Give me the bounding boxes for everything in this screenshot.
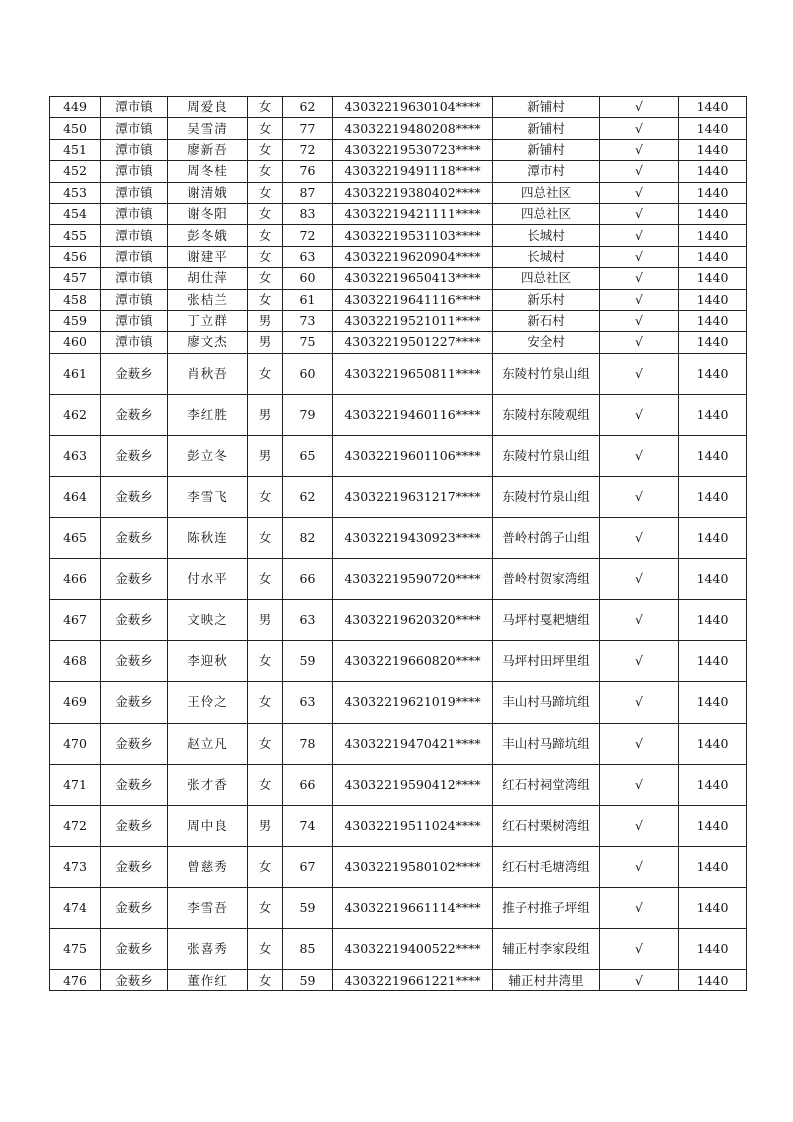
- amount-cell: 1440: [679, 161, 747, 182]
- id-number-cell: 43032219661114****: [333, 887, 493, 928]
- village-cell: 东陵村东陵观组: [493, 394, 600, 435]
- township-cell: 金薮乡: [101, 929, 168, 970]
- amount-cell: 1440: [679, 139, 747, 160]
- village-cell: 马坪村戛耙塘组: [493, 600, 600, 641]
- village-cell: 长城村: [493, 246, 600, 267]
- table-row: [50, 225, 747, 246]
- id-number-cell: 43032219460116****: [333, 394, 493, 435]
- age-cell: 79: [283, 394, 333, 435]
- age-cell: 65: [283, 435, 333, 476]
- amount-cell: 1440: [679, 246, 747, 267]
- name-cell: 张喜秀: [168, 929, 248, 970]
- row-number: 472: [50, 805, 101, 846]
- name-cell: 文映之: [168, 600, 248, 641]
- id-number-cell: 43032219580102****: [333, 846, 493, 887]
- gender-cell: 女: [248, 559, 283, 600]
- row-number: 467: [50, 600, 101, 641]
- table-row: [50, 353, 747, 394]
- amount-cell: 1440: [679, 641, 747, 682]
- age-cell: 85: [283, 929, 333, 970]
- township-cell: 金薮乡: [101, 887, 168, 928]
- table-row: [50, 764, 747, 805]
- gender-cell: 女: [248, 518, 283, 559]
- age-cell: 87: [283, 182, 333, 203]
- township-cell: 金薮乡: [101, 682, 168, 723]
- table-row: [50, 682, 747, 723]
- id-number-cell: 43032219491118****: [333, 161, 493, 182]
- table-row: [50, 203, 747, 224]
- check-mark-cell: √: [600, 394, 679, 435]
- age-cell: 60: [283, 353, 333, 394]
- village-cell: 新乐村: [493, 289, 600, 310]
- amount-cell: 1440: [679, 929, 747, 970]
- check-mark-cell: √: [600, 435, 679, 476]
- name-cell: 周中良: [168, 805, 248, 846]
- check-mark-cell: √: [600, 97, 679, 118]
- name-cell: 丁立群: [168, 310, 248, 331]
- gender-cell: 女: [248, 203, 283, 224]
- table-row: [50, 641, 747, 682]
- gender-cell: 男: [248, 332, 283, 353]
- age-cell: 78: [283, 723, 333, 764]
- township-cell: 金薮乡: [101, 600, 168, 641]
- id-number-cell: 43032219590412****: [333, 764, 493, 805]
- amount-cell: 1440: [679, 182, 747, 203]
- check-mark-cell: √: [600, 332, 679, 353]
- check-mark-cell: √: [600, 139, 679, 160]
- age-cell: 61: [283, 289, 333, 310]
- id-number-cell: 43032219641116****: [333, 289, 493, 310]
- amount-cell: 1440: [679, 600, 747, 641]
- village-cell: 辅正村井湾里: [493, 970, 600, 991]
- table-row: [50, 559, 747, 600]
- age-cell: 63: [283, 246, 333, 267]
- row-number: 461: [50, 353, 101, 394]
- name-cell: 胡仕萍: [168, 268, 248, 289]
- check-mark-cell: √: [600, 476, 679, 517]
- township-cell: 潭市镇: [101, 97, 168, 118]
- id-number-cell: 43032219530723****: [333, 139, 493, 160]
- gender-cell: 女: [248, 353, 283, 394]
- age-cell: 75: [283, 332, 333, 353]
- township-cell: 金薮乡: [101, 394, 168, 435]
- village-cell: 红石村栗树湾组: [493, 805, 600, 846]
- gender-cell: 女: [248, 118, 283, 139]
- table-row: [50, 600, 747, 641]
- row-number: 468: [50, 641, 101, 682]
- village-cell: 辅正村李家段组: [493, 929, 600, 970]
- id-number-cell: 43032219430923****: [333, 518, 493, 559]
- amount-cell: 1440: [679, 846, 747, 887]
- age-cell: 72: [283, 225, 333, 246]
- table-row: [50, 887, 747, 928]
- gender-cell: 女: [248, 682, 283, 723]
- township-cell: 金薮乡: [101, 723, 168, 764]
- check-mark-cell: √: [600, 723, 679, 764]
- gender-cell: 男: [248, 310, 283, 331]
- row-number: 464: [50, 476, 101, 517]
- id-number-cell: 43032219621019****: [333, 682, 493, 723]
- amount-cell: 1440: [679, 289, 747, 310]
- village-cell: 安全村: [493, 332, 600, 353]
- row-number: 457: [50, 268, 101, 289]
- amount-cell: 1440: [679, 476, 747, 517]
- check-mark-cell: √: [600, 118, 679, 139]
- village-cell: 马坪村田坪里组: [493, 641, 600, 682]
- row-number: 466: [50, 559, 101, 600]
- amount-cell: 1440: [679, 394, 747, 435]
- gender-cell: 女: [248, 887, 283, 928]
- id-number-cell: 43032219531103****: [333, 225, 493, 246]
- table-row: [50, 476, 747, 517]
- amount-cell: 1440: [679, 559, 747, 600]
- row-number: 475: [50, 929, 101, 970]
- township-cell: 潭市镇: [101, 182, 168, 203]
- age-cell: 82: [283, 518, 333, 559]
- amount-cell: 1440: [679, 435, 747, 476]
- check-mark-cell: √: [600, 559, 679, 600]
- check-mark-cell: √: [600, 268, 679, 289]
- name-cell: 彭立冬: [168, 435, 248, 476]
- check-mark-cell: √: [600, 182, 679, 203]
- village-cell: 东陵村竹泉山组: [493, 353, 600, 394]
- table-row: [50, 723, 747, 764]
- gender-cell: 男: [248, 600, 283, 641]
- table-row: [50, 118, 747, 139]
- amount-cell: 1440: [679, 332, 747, 353]
- table-row: [50, 139, 747, 160]
- table-row: [50, 970, 747, 991]
- check-mark-cell: √: [600, 970, 679, 991]
- name-cell: 付水平: [168, 559, 248, 600]
- name-cell: 李雪飞: [168, 476, 248, 517]
- row-number: 449: [50, 97, 101, 118]
- row-number: 458: [50, 289, 101, 310]
- village-cell: 红石村祠堂湾组: [493, 764, 600, 805]
- village-cell: 新铺村: [493, 139, 600, 160]
- row-number: 459: [50, 310, 101, 331]
- check-mark-cell: √: [600, 310, 679, 331]
- check-mark-cell: √: [600, 887, 679, 928]
- age-cell: 83: [283, 203, 333, 224]
- age-cell: 74: [283, 805, 333, 846]
- gender-cell: 女: [248, 268, 283, 289]
- amount-cell: 1440: [679, 97, 747, 118]
- row-number: 465: [50, 518, 101, 559]
- township-cell: 潭市镇: [101, 310, 168, 331]
- age-cell: 77: [283, 118, 333, 139]
- id-number-cell: 43032219601106****: [333, 435, 493, 476]
- village-cell: 四总社区: [493, 182, 600, 203]
- table-row: [50, 332, 747, 353]
- age-cell: 72: [283, 139, 333, 160]
- table-row: [50, 394, 747, 435]
- village-cell: 新石村: [493, 310, 600, 331]
- gender-cell: 女: [248, 764, 283, 805]
- township-cell: 金薮乡: [101, 435, 168, 476]
- row-number: 462: [50, 394, 101, 435]
- id-number-cell: 43032219650413****: [333, 268, 493, 289]
- township-cell: 潭市镇: [101, 161, 168, 182]
- gender-cell: 男: [248, 805, 283, 846]
- gender-cell: 女: [248, 723, 283, 764]
- check-mark-cell: √: [600, 246, 679, 267]
- amount-cell: 1440: [679, 887, 747, 928]
- check-mark-cell: √: [600, 846, 679, 887]
- name-cell: 曾慈秀: [168, 846, 248, 887]
- id-number-cell: 43032219480208****: [333, 118, 493, 139]
- village-cell: 东陵村竹泉山组: [493, 476, 600, 517]
- name-cell: 董作红: [168, 970, 248, 991]
- township-cell: 潭市镇: [101, 203, 168, 224]
- row-number: 453: [50, 182, 101, 203]
- gender-cell: 女: [248, 929, 283, 970]
- age-cell: 67: [283, 846, 333, 887]
- table-row: [50, 518, 747, 559]
- check-mark-cell: √: [600, 641, 679, 682]
- name-cell: 赵立凡: [168, 723, 248, 764]
- table-row: [50, 846, 747, 887]
- row-number: 456: [50, 246, 101, 267]
- table-row: [50, 161, 747, 182]
- village-cell: 丰山村马蹄坑组: [493, 723, 600, 764]
- age-cell: 76: [283, 161, 333, 182]
- township-cell: 潭市镇: [101, 139, 168, 160]
- check-mark-cell: √: [600, 805, 679, 846]
- gender-cell: 女: [248, 139, 283, 160]
- amount-cell: 1440: [679, 970, 747, 991]
- village-cell: 新铺村: [493, 118, 600, 139]
- name-cell: 李红胜: [168, 394, 248, 435]
- township-cell: 金薮乡: [101, 476, 168, 517]
- village-cell: 四总社区: [493, 268, 600, 289]
- table-row: [50, 268, 747, 289]
- township-cell: 金薮乡: [101, 846, 168, 887]
- gender-cell: 女: [248, 182, 283, 203]
- row-number: 463: [50, 435, 101, 476]
- amount-cell: 1440: [679, 268, 747, 289]
- name-cell: 李迎秋: [168, 641, 248, 682]
- id-number-cell: 43032219590720****: [333, 559, 493, 600]
- gender-cell: 女: [248, 846, 283, 887]
- gender-cell: 女: [248, 970, 283, 991]
- id-number-cell: 43032219501227****: [333, 332, 493, 353]
- id-number-cell: 43032219630104****: [333, 97, 493, 118]
- row-number: 476: [50, 970, 101, 991]
- gender-cell: 女: [248, 97, 283, 118]
- table-row: [50, 310, 747, 331]
- name-cell: 张桔兰: [168, 289, 248, 310]
- beneficiary-table: [49, 96, 747, 991]
- township-cell: 金薮乡: [101, 518, 168, 559]
- check-mark-cell: √: [600, 929, 679, 970]
- age-cell: 62: [283, 476, 333, 517]
- name-cell: 王伶之: [168, 682, 248, 723]
- row-number: 450: [50, 118, 101, 139]
- name-cell: 周爱良: [168, 97, 248, 118]
- id-number-cell: 43032219380402****: [333, 182, 493, 203]
- name-cell: 谢冬阳: [168, 203, 248, 224]
- name-cell: 肖秋吾: [168, 353, 248, 394]
- amount-cell: 1440: [679, 203, 747, 224]
- amount-cell: 1440: [679, 805, 747, 846]
- amount-cell: 1440: [679, 518, 747, 559]
- id-number-cell: 43032219661221****: [333, 970, 493, 991]
- village-cell: 东陵村竹泉山组: [493, 435, 600, 476]
- gender-cell: 女: [248, 641, 283, 682]
- amount-cell: 1440: [679, 682, 747, 723]
- check-mark-cell: √: [600, 600, 679, 641]
- gender-cell: 男: [248, 435, 283, 476]
- check-mark-cell: √: [600, 682, 679, 723]
- gender-cell: 女: [248, 225, 283, 246]
- name-cell: 吴雪清: [168, 118, 248, 139]
- township-cell: 金薮乡: [101, 353, 168, 394]
- township-cell: 潭市镇: [101, 246, 168, 267]
- check-mark-cell: √: [600, 764, 679, 805]
- row-number: 469: [50, 682, 101, 723]
- village-cell: 新铺村: [493, 97, 600, 118]
- amount-cell: 1440: [679, 225, 747, 246]
- table-row: [50, 97, 747, 118]
- row-number: 460: [50, 332, 101, 353]
- table-row: [50, 182, 747, 203]
- age-cell: 63: [283, 682, 333, 723]
- amount-cell: 1440: [679, 723, 747, 764]
- table-row: [50, 289, 747, 310]
- name-cell: 谢建平: [168, 246, 248, 267]
- age-cell: 73: [283, 310, 333, 331]
- age-cell: 59: [283, 641, 333, 682]
- village-cell: 四总社区: [493, 203, 600, 224]
- amount-cell: 1440: [679, 310, 747, 331]
- table-row: [50, 805, 747, 846]
- table-row: [50, 929, 747, 970]
- village-cell: 普岭村鸽子山组: [493, 518, 600, 559]
- amount-cell: 1440: [679, 353, 747, 394]
- row-number: 454: [50, 203, 101, 224]
- id-number-cell: 43032219521011****: [333, 310, 493, 331]
- check-mark-cell: √: [600, 225, 679, 246]
- township-cell: 潭市镇: [101, 289, 168, 310]
- gender-cell: 女: [248, 476, 283, 517]
- table-row: [50, 246, 747, 267]
- gender-cell: 女: [248, 289, 283, 310]
- gender-cell: 女: [248, 246, 283, 267]
- amount-cell: 1440: [679, 764, 747, 805]
- gender-cell: 女: [248, 161, 283, 182]
- id-number-cell: 43032219421111****: [333, 203, 493, 224]
- name-cell: 陈秋连: [168, 518, 248, 559]
- age-cell: 60: [283, 268, 333, 289]
- township-cell: 潭市镇: [101, 225, 168, 246]
- id-number-cell: 43032219650811****: [333, 353, 493, 394]
- name-cell: 廖文杰: [168, 332, 248, 353]
- village-cell: 长城村: [493, 225, 600, 246]
- age-cell: 59: [283, 970, 333, 991]
- name-cell: 谢清娥: [168, 182, 248, 203]
- township-cell: 金薮乡: [101, 764, 168, 805]
- check-mark-cell: √: [600, 203, 679, 224]
- township-cell: 潭市镇: [101, 118, 168, 139]
- village-cell: 普岭村贺家湾组: [493, 559, 600, 600]
- table-body: [50, 97, 747, 991]
- row-number: 474: [50, 887, 101, 928]
- check-mark-cell: √: [600, 161, 679, 182]
- township-cell: 金薮乡: [101, 805, 168, 846]
- id-number-cell: 43032219400522****: [333, 929, 493, 970]
- village-cell: 推子村推子坪组: [493, 887, 600, 928]
- name-cell: 周冬桂: [168, 161, 248, 182]
- name-cell: 李雪吾: [168, 887, 248, 928]
- name-cell: 廖新吾: [168, 139, 248, 160]
- age-cell: 62: [283, 97, 333, 118]
- id-number-cell: 43032219620904****: [333, 246, 493, 267]
- id-number-cell: 43032219660820****: [333, 641, 493, 682]
- village-cell: 红石村毛塘湾组: [493, 846, 600, 887]
- township-cell: 金薮乡: [101, 970, 168, 991]
- age-cell: 66: [283, 764, 333, 805]
- name-cell: 彭冬娥: [168, 225, 248, 246]
- row-number: 451: [50, 139, 101, 160]
- village-cell: 潭市村: [493, 161, 600, 182]
- age-cell: 66: [283, 559, 333, 600]
- check-mark-cell: √: [600, 518, 679, 559]
- row-number: 470: [50, 723, 101, 764]
- id-number-cell: 43032219470421****: [333, 723, 493, 764]
- row-number: 455: [50, 225, 101, 246]
- village-cell: 丰山村马蹄坑组: [493, 682, 600, 723]
- id-number-cell: 43032219620320****: [333, 600, 493, 641]
- check-mark-cell: √: [600, 289, 679, 310]
- gender-cell: 男: [248, 394, 283, 435]
- id-number-cell: 43032219631217****: [333, 476, 493, 517]
- name-cell: 张才香: [168, 764, 248, 805]
- amount-cell: 1440: [679, 118, 747, 139]
- age-cell: 59: [283, 887, 333, 928]
- row-number: 452: [50, 161, 101, 182]
- id-number-cell: 43032219511024****: [333, 805, 493, 846]
- township-cell: 潭市镇: [101, 332, 168, 353]
- check-mark-cell: √: [600, 353, 679, 394]
- township-cell: 金薮乡: [101, 559, 168, 600]
- age-cell: 63: [283, 600, 333, 641]
- row-number: 471: [50, 764, 101, 805]
- table-row: [50, 435, 747, 476]
- township-cell: 金薮乡: [101, 641, 168, 682]
- row-number: 473: [50, 846, 101, 887]
- township-cell: 潭市镇: [101, 268, 168, 289]
